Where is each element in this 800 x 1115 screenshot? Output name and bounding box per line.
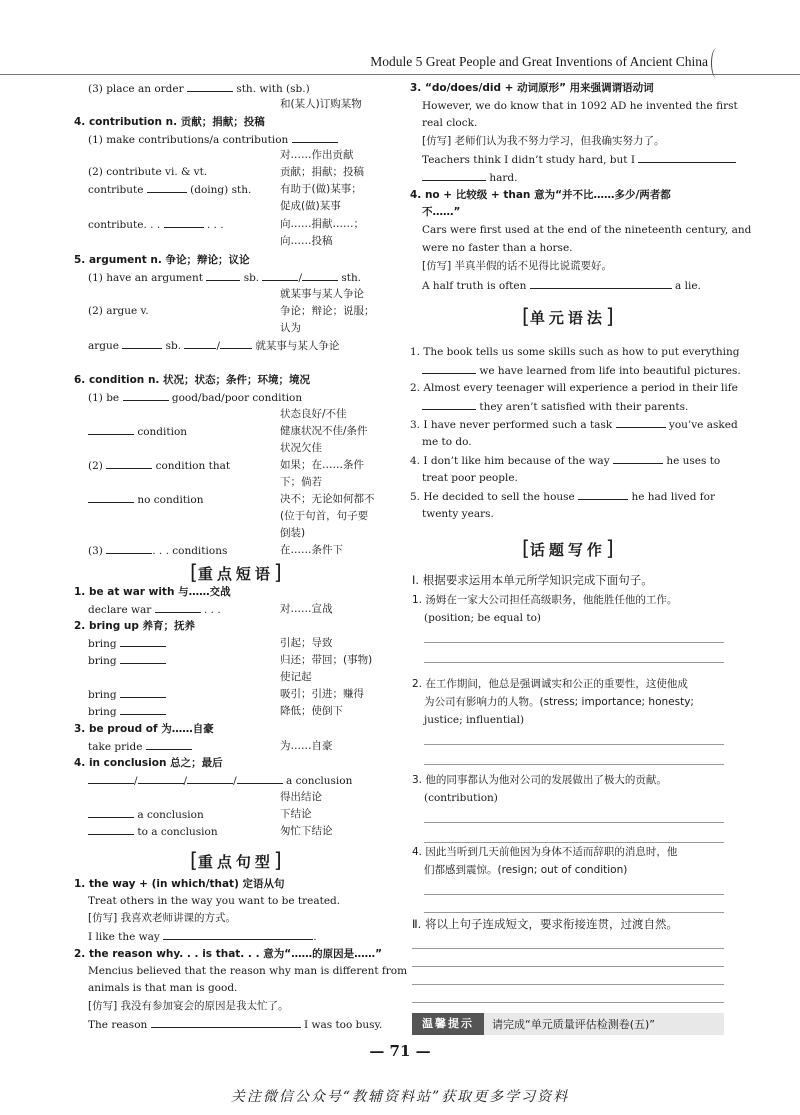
tip-banner: [412, 1013, 724, 1035]
answer-line[interactable]: [424, 894, 724, 895]
writing-item: 2. 在工作期间，他总是强调诚实和公正的重要性，这使他成: [412, 678, 688, 690]
section-title-writing: [话题写作]: [522, 536, 614, 560]
vocab-line: (2) condition that: [88, 457, 230, 474]
grammar-item: 2. Almost every teenager will experience a period in their life: [410, 382, 738, 394]
vocab-line: (1) have an argument sb. / sth.: [88, 269, 361, 286]
example-sentence: real clock.: [422, 117, 478, 129]
vocab-heading: 5. argument n. 争论；辩论；议论: [74, 254, 250, 266]
header-ornament: [711, 48, 722, 78]
vocab-meaning: 向……投稿: [280, 235, 333, 247]
imitation-prompt: [仿写] 老师们认为我不努力学习，但我确实努力了。: [422, 135, 665, 147]
answer-line[interactable]: [424, 912, 724, 913]
answer-line[interactable]: [424, 744, 724, 745]
phrase-line: to a conclusion: [88, 823, 218, 840]
page-number: — 71 —: [369, 1042, 431, 1060]
sentence-heading: 4. no + 比较级 + than 意为“并不比……多少/两者都: [410, 189, 671, 201]
vocab-meaning: 下；倘若: [280, 476, 322, 488]
phrase-line: / / / a conclusion: [88, 772, 352, 789]
phrase-line: take pride: [88, 738, 192, 755]
example-sentence: Cars were first used at the end of the nineteenth century, and: [422, 224, 752, 236]
section-title-sentences: [重点句型]: [190, 848, 282, 872]
grammar-item: 3. I have never performed such a task you’ve asked: [410, 416, 738, 433]
vocab-meaning: 对……作出贡献: [280, 149, 354, 161]
vocab-meaning: 争论；辩论；说服；: [280, 305, 375, 317]
phrase-meaning: 降低；使倒下: [280, 705, 343, 717]
vocab-heading: 6. condition n. 状况；状态；条件；环境；境况: [74, 374, 311, 386]
vocab-line: (3) place an order sth. with (sb.): [88, 80, 310, 97]
vocab-meaning: 向……捐献……；: [280, 218, 364, 230]
phrase-meaning: 下结论: [280, 808, 312, 820]
sentence-heading: 2. the reason why. . . is that. . . 意为“……的原因是……”: [74, 948, 383, 960]
answer-line[interactable]: [424, 764, 724, 765]
section-title-phrases: [重点短语]: [190, 560, 282, 584]
phrase-heading: 2. bring up 养育；抚养: [74, 620, 196, 632]
answer-line[interactable]: [424, 642, 724, 643]
vocab-meaning: 倒装): [280, 527, 306, 539]
imitation-line: Teachers think I didn’t study hard, but I: [422, 151, 736, 168]
vocab-line: (1) make contributions/a contribution: [88, 131, 338, 148]
vocab-line: (2) contribute vi. & vt.: [88, 166, 208, 178]
imitation-prompt: [仿写] 我没有参加宴会的原因是我太忙了。: [88, 1000, 289, 1012]
footer-note: 关注微信公众号“教辅资料站”获取更多学习资料: [230, 1089, 570, 1105]
phrase-line: bring: [88, 652, 166, 669]
tip-text: 请完成“单元质量评估检测卷(五)”: [492, 1018, 655, 1031]
imitation-prompt: [仿写] 我喜欢老师讲课的方式。: [88, 912, 237, 924]
grammar-item: treat poor people.: [422, 472, 518, 484]
vocab-meaning: 健康状况不佳/条件: [280, 425, 368, 437]
vocab-line: (3) . . . conditions: [88, 542, 227, 559]
vocab-meaning: 决不；无论如何都不: [280, 493, 375, 505]
example-sentence: were no faster than a horse.: [422, 242, 573, 254]
vocab-line: (2) argue v.: [88, 305, 149, 317]
imitation-line: hard.: [422, 169, 517, 186]
tip-tag: 温馨提示: [412, 1013, 484, 1035]
writing-item: 3. 他的同事都认为他对公司的发展做出了极大的贡献。: [412, 774, 667, 786]
vocab-meaning: 状况欠佳: [280, 442, 322, 454]
answer-line[interactable]: [424, 822, 724, 823]
vocab-meaning: 在……条件下: [280, 544, 343, 556]
vocab-meaning: (位于句首，句子要: [280, 510, 369, 522]
vocab-line: contribute (doing) sth.: [88, 181, 251, 198]
grammar-item: 1. The book tells us some skills such as how to put everything: [410, 346, 740, 358]
grammar-item: 4. I don’t like him because of the way he uses to: [410, 452, 720, 469]
answer-line[interactable]: [412, 966, 724, 967]
writing-item: 为公司有影响力的人物。(stress; importance; honesty;: [424, 696, 694, 708]
imitation-prompt: [仿写] 半真半假的话不见得比说谎要好。: [422, 260, 613, 272]
phrase-line: bring: [88, 703, 166, 720]
vocab-meaning: 如果；在……条件: [280, 459, 364, 471]
phrase-heading: 1. be at war with 与……交战: [74, 586, 231, 598]
grammar-item: twenty years.: [422, 508, 494, 520]
imitation-line: The reason I was too busy.: [88, 1016, 382, 1033]
vocab-line: condition: [88, 423, 187, 440]
grammar-item: we have learned from life into beautiful pictures.: [422, 362, 741, 379]
writing-item: 们都感到震惊。(resign; out of condition): [424, 864, 628, 876]
phrase-meaning: 引起；导致: [280, 637, 333, 649]
phrase-line: declare war . . .: [88, 601, 221, 618]
module-title: Module 5 Great People and Great Inventions of Ancient China: [370, 54, 708, 69]
phrase-line: bring: [88, 635, 166, 652]
writing-hint: (position; be equal to): [424, 612, 541, 624]
phrase-heading: 4. in conclusion 总之；最后: [74, 757, 223, 769]
grammar-item: they aren’t satisfied with their parents.: [422, 398, 688, 415]
section-title-grammar: [单元语法]: [522, 304, 614, 328]
writing-instruction: Ⅰ. 根据要求运用本单元所学知识完成下面句子。: [412, 573, 653, 587]
vocab-meaning: 有助于(做)某事；: [280, 183, 362, 195]
imitation-line: A half truth is often a lie.: [422, 277, 701, 294]
answer-line[interactable]: [424, 842, 724, 843]
vocab-meaning: 就某事与某人争论: [280, 288, 364, 300]
answer-line[interactable]: [424, 662, 724, 663]
example-sentence: animals is that man is good.: [88, 982, 238, 994]
vocab-meaning: 贡献；捐献；投稿: [280, 166, 364, 178]
vocab-meaning: 促成(做)某事: [280, 200, 341, 212]
phrase-meaning: 归还；带回；(事物): [280, 654, 373, 666]
phrase-meaning: 匆忙下结论: [280, 825, 333, 837]
writing-item: 4. 因此当听到几天前他因为身体不适而辞职的消息时，他: [412, 846, 678, 858]
vocab-meaning: 和(某人)订购某物: [280, 98, 362, 110]
answer-line[interactable]: [412, 1002, 724, 1003]
vocab-line: (1) be good/bad/poor condition: [88, 389, 302, 406]
writing-hint: (contribution): [424, 792, 498, 804]
answer-line[interactable]: [412, 984, 724, 985]
example-sentence: Mencius believed that the reason why man is different from: [88, 965, 408, 977]
phrase-line: a conclusion: [88, 806, 204, 823]
imitation-line: I like the way .: [88, 928, 317, 945]
writing-instruction: Ⅱ. 将以上句子连成短文，要求衔接连贯，过渡自然。: [412, 917, 678, 931]
phrase-heading: 3. be proud of 为……自豪: [74, 723, 214, 735]
answer-line[interactable]: [412, 948, 724, 949]
phrase-meaning: 吸引；引进；赚得: [280, 688, 364, 700]
sentence-heading: 1. the way + (in which/that) 定语从句: [74, 878, 285, 890]
sentence-heading: 不……”: [422, 206, 461, 218]
page-header: [0, 48, 800, 75]
phrase-meaning: 使记起: [280, 671, 312, 683]
example-sentence: Treat others in the way you want to be treated.: [88, 895, 341, 907]
vocab-line: no condition: [88, 491, 203, 508]
vocab-meaning: 认为: [280, 322, 301, 334]
vocab-meaning: 状态良好/不佳: [280, 408, 347, 420]
grammar-item: me to do.: [422, 436, 472, 448]
phrase-meaning: 得出结论: [280, 791, 322, 803]
writing-item: 1. 汤姆在一家大公司担任高级职务，他能胜任他的工作。: [412, 594, 678, 606]
phrase-meaning: 为……自豪: [280, 740, 333, 752]
vocab-heading: 4. contribution n. 贡献；捐献；投稿: [74, 116, 265, 128]
phrase-meaning: 对……宣战: [280, 603, 333, 615]
sentence-heading: 3. “do/does/did + 动词原形” 用来强调谓语动词: [410, 82, 654, 94]
vocab-line: contribute. . . . . .: [88, 216, 224, 233]
grammar-item: 5. He decided to sell the house he had lived for: [410, 488, 715, 505]
writing-hint: justice; influential): [424, 714, 525, 726]
example-sentence: However, we do know that in 1092 AD he invented the first: [422, 100, 738, 112]
phrase-line: bring: [88, 686, 166, 703]
vocab-line: argue sb. / 就某事与某人争论: [88, 337, 339, 354]
